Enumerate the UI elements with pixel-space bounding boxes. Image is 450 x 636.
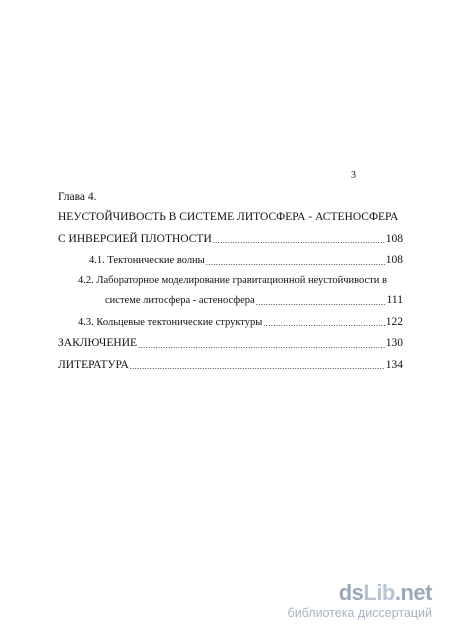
- toc-entry-4-2[interactable]: [58, 295, 403, 307]
- page-ref: 122: [385, 315, 403, 328]
- watermark-logo: dsLib.net: [338, 580, 432, 605]
- leader-dots: [263, 320, 384, 328]
- toc-entry-conclusion[interactable]: [58, 338, 403, 350]
- toc-entry-4-2-line1[interactable]: 4.2. Лабораторное моделирование гравитационной неустойчивости в: [78, 274, 387, 286]
- section-label: 4.3. Кольцевые тектонические структуры: [78, 316, 263, 328]
- page-ref: 108: [385, 254, 403, 266]
- leader-dots: [138, 342, 385, 350]
- section-label: 4.1. Тектонические волны: [89, 255, 205, 266]
- literature-label: ЛИТЕРАТУРА: [58, 358, 129, 371]
- leader-dots: [256, 299, 386, 307]
- page-ref: 134: [385, 358, 403, 371]
- chapter-title-line1: НЕУСТОЙЧИВОСТЬ В СИСТЕМЕ ЛИТОСФЕРА - АСТЕНОСФЕРА: [58, 211, 399, 223]
- toc-entry-4-3[interactable]: [58, 317, 403, 329]
- toc-entry-chapter-title[interactable]: [58, 234, 403, 246]
- chapter-label: Глава 4.: [58, 191, 97, 203]
- page-number: 3: [351, 170, 356, 181]
- chapter-title-line2: С ИНВЕРСИЕЙ ПЛОТНОСТИ: [58, 232, 212, 245]
- leader-dots: [206, 259, 385, 267]
- page-ref: 108: [385, 232, 403, 245]
- table-of-contents: [58, 191, 403, 371]
- page-ref: 130: [385, 337, 403, 349]
- leader-dots: [130, 363, 385, 371]
- leader-dots: [213, 237, 385, 245]
- page-ref: 111: [386, 294, 403, 306]
- toc-entry-4-1[interactable]: [58, 255, 403, 267]
- section-label: системе литосфера - астеносфера: [105, 295, 255, 306]
- toc-entry-literature[interactable]: [58, 360, 403, 372]
- watermark-subtitle: библиотека диссертаций: [287, 606, 432, 620]
- conclusion-label: ЗАКЛЮЧЕНИЕ: [58, 337, 138, 349]
- dslib-watermark: [288, 582, 432, 620]
